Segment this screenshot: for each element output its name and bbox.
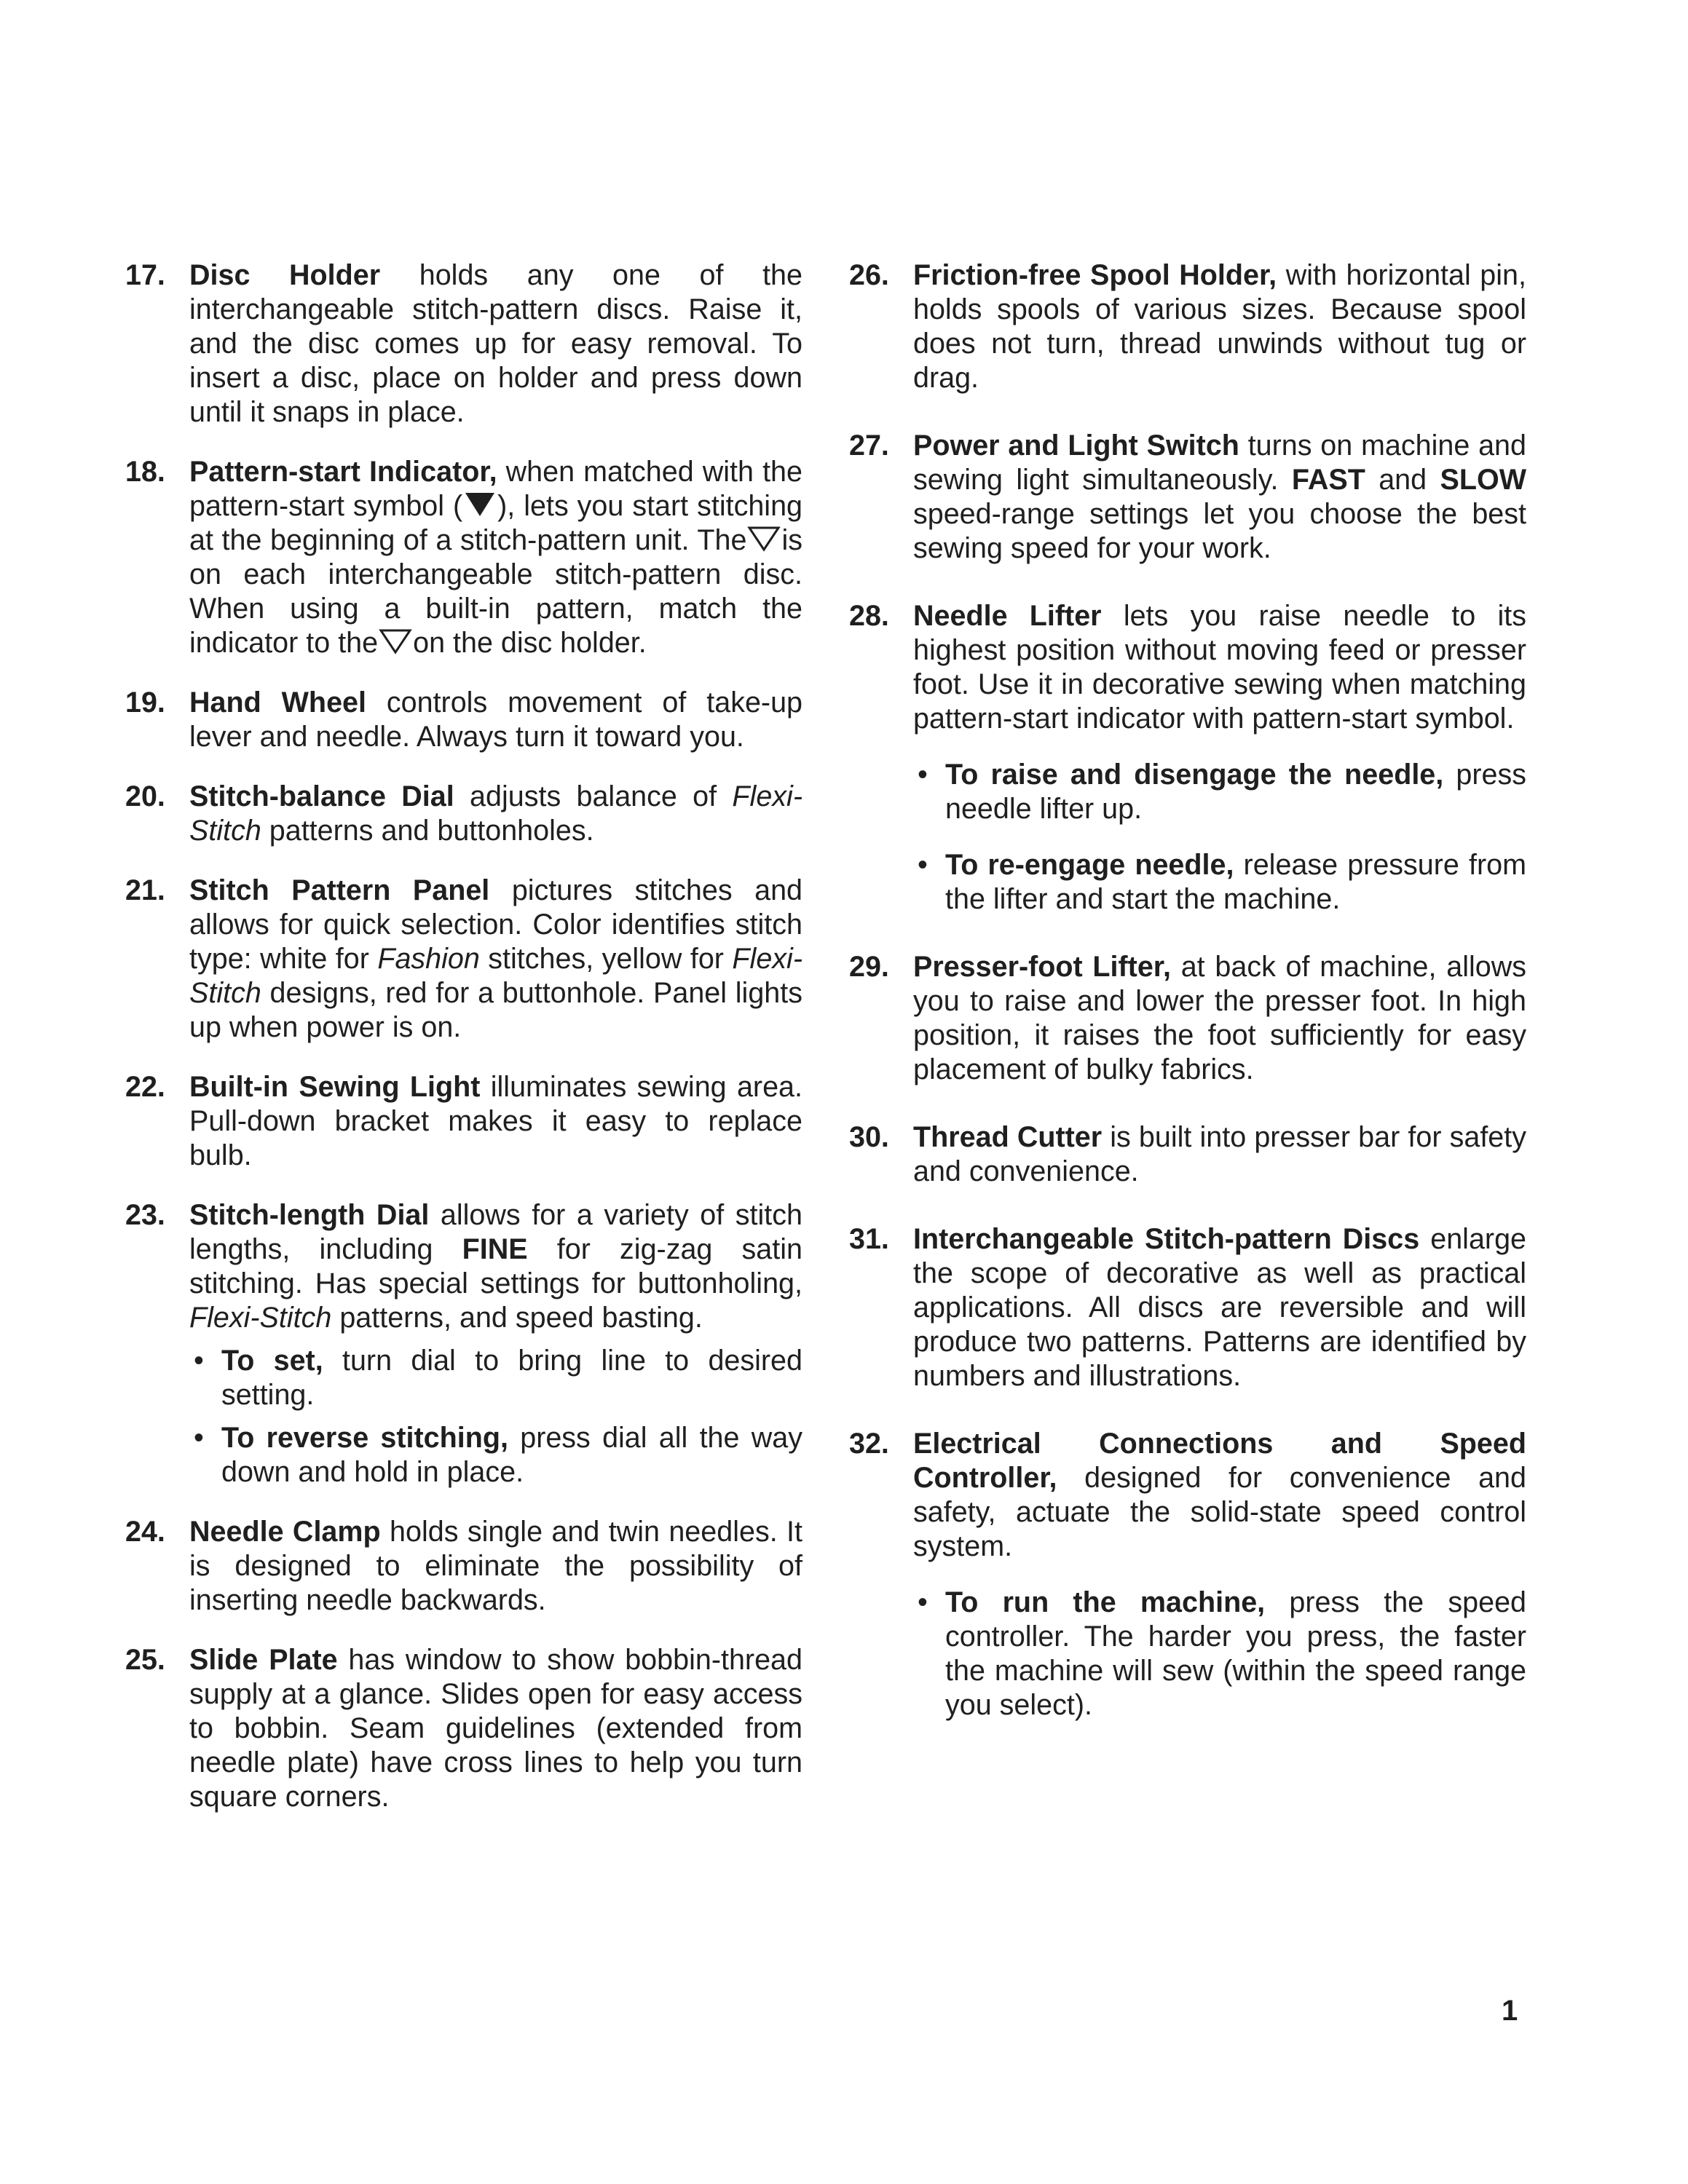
item-text: Electrical Connections and Speed Controller, designed for convenience and safety, actuate the solid-state speed control system. (913, 1428, 1526, 1562)
item-30 (849, 1120, 1526, 1189)
item-text: Built-in Sewing Light illuminates sewing area. Pull-down bracket makes it easy to replace bulb. (189, 1071, 802, 1171)
item-text: Stitch-length Dial allows for a variety of stitch lengths, including FINE for zig-zag satin stitching. Has special settings for buttonholing, Flexi-Stitch patterns, and speed basting. (189, 1199, 802, 1334)
bullet-item: • To raise and disengage the needle, press needle lifter up. (918, 759, 1526, 825)
item-number: 19. (125, 687, 165, 719)
item-term: Needle Clamp (189, 1516, 381, 1548)
item-text: Disc Holder holds any one of the interchangeable stitch-pattern discs. Raise it, and the disc comes up for easy removal. To insert a disc, place on holder and press down until it snaps in place. (189, 259, 802, 428)
item-text: Pattern-start Indicator, when matched with the pattern-start symbol ( ), lets you start stitching at the beginning of a stitch-pattern unit. The is on each interchangeable stitch-pattern disc. When using a built-in pattern, match the indicator to the on the disc holder. (189, 456, 803, 659)
item-31 (849, 1222, 1526, 1393)
item-text: Power and Light Switch turns on machine and sewing light simultaneously. FAST and SLOW speed-range settings let you choose the best sewing speed for your work. (913, 430, 1526, 564)
bullet-item: • To re-engage needle, release pressure from the lifter and start the machine. (918, 849, 1526, 915)
item-25 (125, 1643, 802, 1814)
item-number: 20. (125, 780, 165, 812)
item-text: Hand Wheel controls movement of take-up lever and needle. Always turn it toward you. (189, 687, 802, 753)
item-number: 23. (125, 1199, 165, 1231)
item-number: 27. (849, 430, 889, 462)
page-number: 1 (1502, 1995, 1518, 2027)
item-28 (849, 599, 1526, 917)
item-term: Stitch-length Dial (189, 1199, 430, 1231)
item-term: Slide Plate (189, 1644, 338, 1676)
item-term: Electrical Connections and Speed Controller, (913, 1428, 1526, 1494)
item-term: Hand Wheel (189, 687, 366, 719)
item-term: Needle Lifter (913, 600, 1102, 632)
item-text: Friction-free Spool Holder, with horizontal pin, holds spools of various sizes. Because spool does not turn, thread unwinds without tug or drag. (913, 259, 1526, 394)
item-number: 32. (849, 1428, 889, 1460)
item-term: Thread Cutter (913, 1121, 1103, 1153)
item-term: Friction-free Spool Holder, (913, 259, 1277, 291)
item-term: Power and Light Switch (913, 430, 1239, 462)
item-text: Interchangeable Stitch-pattern Discs enlarge the scope of decorative as well as practical applications. All discs are reversible and will produce two patterns. Patterns are identified by numbers and illustrations. (913, 1223, 1527, 1392)
bullet-dot: • (918, 1586, 928, 1618)
item-number: 18. (125, 456, 165, 488)
bullet-dot: • (918, 849, 928, 881)
bullet-item: • To reverse stitching, press dial all the way down and hold in place. (194, 1422, 802, 1488)
item-number: 22. (125, 1071, 165, 1103)
item-number: 21. (125, 874, 165, 906)
item-term: Interchangeable Stitch-pattern Discs (913, 1223, 1420, 1255)
item-text: Presser-foot Lifter, at back of machine, allows you to raise and lower the presser foot. In high position, it raises the foot sufficiently for easy placement of bulky fabrics. (913, 951, 1527, 1085)
item-number: 26. (849, 259, 889, 291)
item-27 (849, 429, 1526, 566)
item-text: Stitch Pattern Panel pictures stitches and allows for quick selection. Color identifies stitch type: white for Fashion stitches, yellow for Flexi-Stitch designs, red for a buttonhole. Panel lights up when power is on. (189, 874, 803, 1043)
item-20 (125, 780, 802, 848)
item-text: Slide Plate has window to show bobbin-thread supply at a glance. Slides open for easy access to bobbin. Seam guidelines (extended from needle plate) have cross lines to help you turn square corners. (189, 1644, 802, 1813)
item-17 (125, 258, 802, 430)
item-term: Pattern-start Indicator, (189, 456, 497, 488)
item-number: 24. (125, 1516, 165, 1548)
item-19 (125, 686, 802, 754)
outline-triangle-icon (378, 628, 413, 654)
bullet-dot: • (194, 1422, 204, 1454)
item-22 (125, 1070, 802, 1173)
item-24 (125, 1515, 802, 1618)
item-text: Stitch-balance Dial adjusts balance of Flexi-Stitch patterns and buttonholes. (189, 780, 802, 847)
item-term: Stitch-balance Dial (189, 780, 454, 812)
item-text: Needle Lifter lets you raise needle to its highest position without moving feed or presser foot. Use it in decorative sewing when matching pattern-start indicator with pattern-start symbol. (913, 600, 1526, 735)
item-term: Presser-foot Lifter, (913, 951, 1171, 983)
item-21 (125, 874, 802, 1045)
item-term: Stitch Pattern Panel (189, 874, 490, 906)
item-18 (125, 455, 802, 660)
filled-triangle-icon (462, 491, 497, 518)
left-column (125, 258, 802, 1814)
bullet-dot: • (194, 1345, 204, 1377)
item-term: Disc Holder (189, 259, 381, 291)
item-number: 29. (849, 951, 889, 983)
item-term: Built-in Sewing Light (189, 1071, 481, 1103)
item-number: 17. (125, 259, 165, 291)
item-number: 25. (125, 1644, 165, 1676)
item-29 (849, 950, 1526, 1087)
item-number: 28. (849, 600, 889, 632)
bullet-item: • To set, turn dial to bring line to desired setting. (194, 1345, 802, 1411)
right-column (849, 258, 1526, 1722)
item-26 (849, 258, 1526, 395)
item-32 (849, 1427, 1526, 1722)
bullet-dot: • (918, 759, 928, 791)
item-text: Needle Clamp holds single and twin needles. It is designed to eliminate the possibility of inserting needle backwards. (189, 1516, 802, 1616)
outline-triangle-icon (746, 526, 781, 552)
item-text: Thread Cutter is built into presser bar for safety and convenience. (913, 1121, 1526, 1187)
item-number: 30. (849, 1121, 889, 1153)
item-number: 31. (849, 1223, 889, 1255)
item-23 (125, 1198, 802, 1489)
bullet-item: • To run the machine, press the speed controller. The harder you press, the faster the machine will sew (within the speed range you select). (918, 1586, 1526, 1721)
